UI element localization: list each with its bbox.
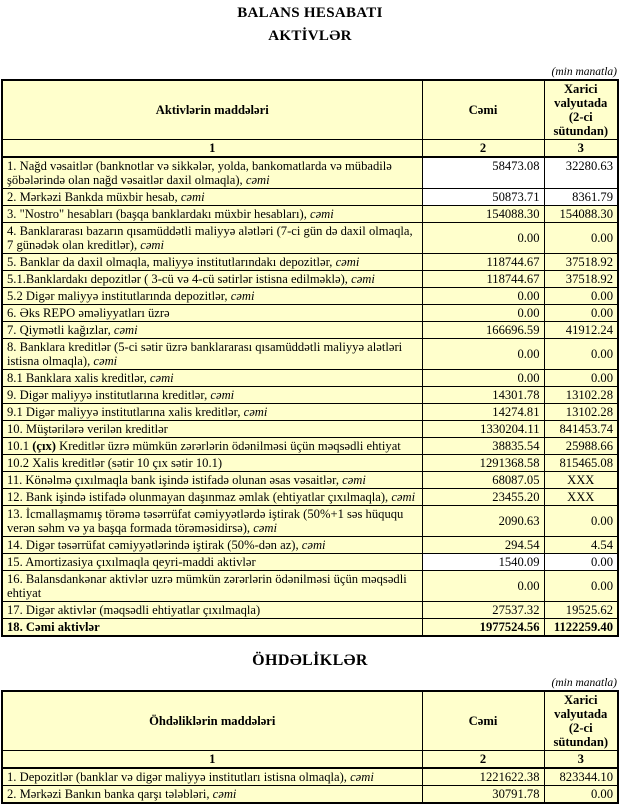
table-row xyxy=(2,786,618,804)
table-row xyxy=(2,339,618,370)
col-header-items: Öhdəliklərin maddələri xyxy=(2,691,422,751)
row-foreign-value: 4.54 xyxy=(544,537,618,554)
label-segment: 10.2 Xalis kreditlər (sətir 10 çıx sətir 10.1) xyxy=(7,456,223,470)
col-header-foreign: Xarici valyutada (2-ci sütundan) xyxy=(544,691,618,751)
label-segment: 9.1 Digər maliyyə institutlarına xalis kreditlər, xyxy=(7,405,244,419)
row-total-value: 0.00 xyxy=(422,288,544,305)
row-item-label xyxy=(2,571,422,602)
label-segment: 9. Digər maliyyə institutlarına kreditlər, xyxy=(7,388,211,402)
row-total-value: 118744.67 xyxy=(422,254,544,271)
row-item-label xyxy=(2,339,422,370)
row-foreign-value: 13102.28 xyxy=(544,404,618,421)
row-total-value: 1977524.56 xyxy=(422,619,544,637)
row-total-value: 1291368.58 xyxy=(422,455,544,472)
row-total-value: 2090.63 xyxy=(422,506,544,537)
row-total-value: 1221622.38 xyxy=(422,768,544,786)
label-segment: 5.1.Banklardakı depozitlər ( 3-cü və 4-cü sətirlər istisna edilməklə), xyxy=(7,272,352,286)
label-segment: 4. Banklararası bazarın qısamüddətli maliyyə alətləri (7-ci gün də daxil olmaqla, 7 günədək olan kreditlər), xyxy=(7,224,413,252)
colnum-3: 3 xyxy=(544,140,618,158)
row-foreign-value: 0.00 xyxy=(544,305,618,322)
table-row xyxy=(2,404,618,421)
label-segment: cəmi xyxy=(391,490,416,504)
colnum-2: 2 xyxy=(422,751,544,769)
row-foreign-value: 41912.24 xyxy=(544,322,618,339)
balance-report-page xyxy=(0,5,620,804)
row-item-label xyxy=(2,157,422,189)
row-item-label xyxy=(2,305,422,322)
row-foreign-value: 13102.28 xyxy=(544,387,618,404)
label-segment: 7. Qiymətli kağızlar, xyxy=(7,323,114,337)
row-item-label xyxy=(2,271,422,288)
row-total-value: 14301.78 xyxy=(422,387,544,404)
table-row xyxy=(2,619,618,637)
table-row xyxy=(2,387,618,404)
row-item-label xyxy=(2,537,422,554)
row-foreign-value: 0.00 xyxy=(544,370,618,387)
liabilities-table xyxy=(1,690,619,804)
liabilities-colnum-row xyxy=(2,751,618,769)
table-row xyxy=(2,206,618,223)
label-segment: 5.2 Digər maliyyə institutlarında depozitlər, xyxy=(7,289,231,303)
row-total-value: 1330204.11 xyxy=(422,421,544,438)
row-foreign-value: 0.00 xyxy=(544,571,618,602)
colnum-3: 3 xyxy=(544,751,618,769)
label-segment: cəmi xyxy=(140,238,165,252)
row-item-label xyxy=(2,189,422,206)
row-total-value: 27537.32 xyxy=(422,602,544,619)
row-foreign-value: 19525.62 xyxy=(544,602,618,619)
table-row xyxy=(2,305,618,322)
row-total-value: 0.00 xyxy=(422,223,544,254)
row-total-value: 1540.09 xyxy=(422,554,544,571)
unit-note-liabilities: (min manatla) xyxy=(551,677,617,689)
label-segment: cəmi xyxy=(149,371,174,385)
label-segment: cəmi xyxy=(113,323,138,337)
label-segment: 13. İcmallaşmamış törəmə təsərrüfat cəmiyyətlərdə iştirak (50%+1 səs hüququ verən səhm və ya başqa formada törəməsidirsə), xyxy=(7,507,404,535)
label-segment: 1. Depozitlər (banklar və digər maliyyə institutları istisna olmaqla), xyxy=(7,770,351,784)
label-segment: Kreditlər üzrə mümkün zərərlərin ödənilməsi üçün məqsədli ehtiyat xyxy=(55,439,401,453)
label-segment: cəmi xyxy=(310,207,334,221)
row-item-label xyxy=(2,223,422,254)
assets-colnum-row xyxy=(2,140,618,158)
table-row xyxy=(2,537,618,554)
label-segment: 6. Əks REPO əməliyyatları üzrə xyxy=(7,306,170,320)
row-foreign-value: 154088.30 xyxy=(544,206,618,223)
label-segment: cəmi xyxy=(212,787,237,801)
row-total-value: 23455.20 xyxy=(422,489,544,506)
assets-header-row xyxy=(2,80,618,140)
row-foreign-value: 37518.92 xyxy=(544,271,618,288)
label-segment: cəmi xyxy=(301,538,326,552)
row-foreign-value: 32280.63 xyxy=(544,157,618,189)
row-total-value: 0.00 xyxy=(422,305,544,322)
label-segment: 18. Cəmi aktivlər xyxy=(7,620,100,634)
label-segment: cəmi xyxy=(335,255,360,269)
row-total-value: 50873.71 xyxy=(422,189,544,206)
row-foreign-value: 823344.10 xyxy=(544,768,618,786)
row-foreign-value: 37518.92 xyxy=(544,254,618,271)
row-item-label xyxy=(2,387,422,404)
row-total-value: 0.00 xyxy=(422,370,544,387)
label-segment: cəmi xyxy=(180,190,205,204)
table-row xyxy=(2,271,618,288)
document-title: BALANS HESABATI xyxy=(237,5,383,21)
row-item-label xyxy=(2,370,422,387)
label-segment: cəmi xyxy=(93,354,118,368)
row-total-value: 30791.78 xyxy=(422,786,544,804)
row-foreign-value: XXX xyxy=(544,472,618,489)
label-segment: cəmi xyxy=(342,473,366,487)
row-item-label xyxy=(2,786,422,804)
row-total-value: 154088.30 xyxy=(422,206,544,223)
label-segment: cəmi xyxy=(253,521,277,535)
table-row xyxy=(2,438,618,455)
col-header-total: Cəmi xyxy=(422,691,544,751)
row-item-label xyxy=(2,554,422,571)
table-row xyxy=(2,223,618,254)
label-segment: 2. Mərkəzi Bankda müxbir hesab, xyxy=(7,190,181,204)
row-foreign-value: 0.00 xyxy=(544,786,618,804)
row-total-value: 0.00 xyxy=(422,571,544,602)
row-foreign-value: 1122259.40 xyxy=(544,619,618,637)
table-row xyxy=(2,421,618,438)
table-row xyxy=(2,489,618,506)
assets-table-body xyxy=(2,157,618,636)
label-segment: 8.1 Banklara xalis kreditlər, xyxy=(7,371,150,385)
row-foreign-value: 0.00 xyxy=(544,554,618,571)
unit-note-assets: (min manatla) xyxy=(551,66,617,78)
label-segment: cəmi xyxy=(210,388,235,402)
label-segment: 12. Bank işində istifadə olunmayan daşınmaz əmlak (ehtiyatlar çıxılmaqla), xyxy=(7,490,392,504)
label-segment: 16. Balansdankənar aktivlər uzrə mümkün zərərlərin ödənilməsi üçün məqsədli ehtiyat xyxy=(7,572,407,600)
liabilities-section-title: ÖHDƏLİKLƏR xyxy=(252,652,368,669)
label-segment: 5. Banklar da daxil olmaqla, maliyyə institutlarındakı depozitlər, xyxy=(7,255,336,269)
table-row xyxy=(2,455,618,472)
row-total-value: 14274.81 xyxy=(422,404,544,421)
row-item-label xyxy=(2,404,422,421)
row-item-label xyxy=(2,489,422,506)
row-foreign-value: 841453.74 xyxy=(544,421,618,438)
row-foreign-value: 0.00 xyxy=(544,506,618,537)
colnum-1: 1 xyxy=(2,140,422,158)
row-item-label xyxy=(2,472,422,489)
label-segment: 11. Könəlmə çıxılmaqla bank işində istifadə olunan əsas vəsaitlər, xyxy=(7,473,343,487)
row-item-label xyxy=(2,421,422,438)
row-item-label xyxy=(2,322,422,339)
label-segment: 15. Amortizasiya çıxılmaqla qeyri-maddi aktivlər xyxy=(7,555,256,569)
label-segment: 10.1 xyxy=(7,439,33,453)
table-row xyxy=(2,288,618,305)
row-foreign-value: 0.00 xyxy=(544,288,618,305)
table-row xyxy=(2,506,618,537)
label-segment: cəmi xyxy=(230,289,255,303)
table-row xyxy=(2,157,618,189)
row-foreign-value: 815465.08 xyxy=(544,455,618,472)
label-segment: 2. Mərkəzi Bankın banka qarşı tələbləri, xyxy=(7,787,213,801)
row-total-value: 118744.67 xyxy=(422,271,544,288)
table-row xyxy=(2,370,618,387)
col-header-foreign: Xarici valyutada (2-ci sütundan) xyxy=(544,80,618,140)
row-item-label xyxy=(2,602,422,619)
row-foreign-value: XXX xyxy=(544,489,618,506)
label-segment: cəmi xyxy=(243,405,268,419)
row-total-value: 166696.59 xyxy=(422,322,544,339)
row-total-value: 0.00 xyxy=(422,339,544,370)
label-segment: cəmi xyxy=(351,272,375,286)
liabilities-table-body xyxy=(2,768,618,803)
label-segment: 8. Banklara kreditlər (5-ci sətir üzrə banklararası qısamüddətli maliyyə alətləri istisna olmaqla), xyxy=(7,340,403,368)
assets-section-title: AKTİVLƏR xyxy=(268,28,352,44)
row-foreign-value: 0.00 xyxy=(544,223,618,254)
row-item-label xyxy=(2,206,422,223)
label-segment: 1. Nağd vəsaitlər (banknotlar və sikkələr, yolda, bankomatlarda və mübadilə şöbələrində olan nağd vəsaitlər daxil olmaqla), xyxy=(7,159,392,187)
table-row xyxy=(2,322,618,339)
liabilities-header-row xyxy=(2,691,618,751)
assets-table xyxy=(1,79,619,637)
colnum-2: 2 xyxy=(422,140,544,158)
row-foreign-value: 0.00 xyxy=(544,339,618,370)
col-header-total: Cəmi xyxy=(422,80,544,140)
colnum-1: 1 xyxy=(2,751,422,769)
row-item-label xyxy=(2,506,422,537)
table-row xyxy=(2,472,618,489)
row-item-label xyxy=(2,288,422,305)
row-item-label xyxy=(2,619,422,637)
table-row xyxy=(2,602,618,619)
label-segment: 14. Digər təsərrüfat cəmiyyətlərində iştirak (50%-dən az), xyxy=(7,538,302,552)
label-segment: 3. "Nostro" hesabları (başqa banklardakı müxbir hesabları), xyxy=(7,207,310,221)
label-segment: (çıx) xyxy=(32,439,56,453)
label-segment: 10. Müştərilərə verilən kreditlər xyxy=(7,422,168,436)
table-row xyxy=(2,554,618,571)
row-item-label xyxy=(2,438,422,455)
label-segment: cəmi xyxy=(350,770,374,784)
row-total-value: 58473.08 xyxy=(422,157,544,189)
row-foreign-value: 25988.66 xyxy=(544,438,618,455)
row-total-value: 294.54 xyxy=(422,537,544,554)
row-item-label xyxy=(2,254,422,271)
table-row xyxy=(2,571,618,602)
col-header-items: Aktivlərin maddələri xyxy=(2,80,422,140)
row-item-label xyxy=(2,455,422,472)
label-segment: cəmi xyxy=(245,173,270,187)
row-total-value: 68087.05 xyxy=(422,472,544,489)
table-row xyxy=(2,254,618,271)
row-total-value: 38835.54 xyxy=(422,438,544,455)
label-segment: 17. Digər aktivlər (məqsədli ehtiyatlar çıxılmaqla) xyxy=(7,603,261,617)
table-row xyxy=(2,189,618,206)
row-foreign-value: 8361.79 xyxy=(544,189,618,206)
